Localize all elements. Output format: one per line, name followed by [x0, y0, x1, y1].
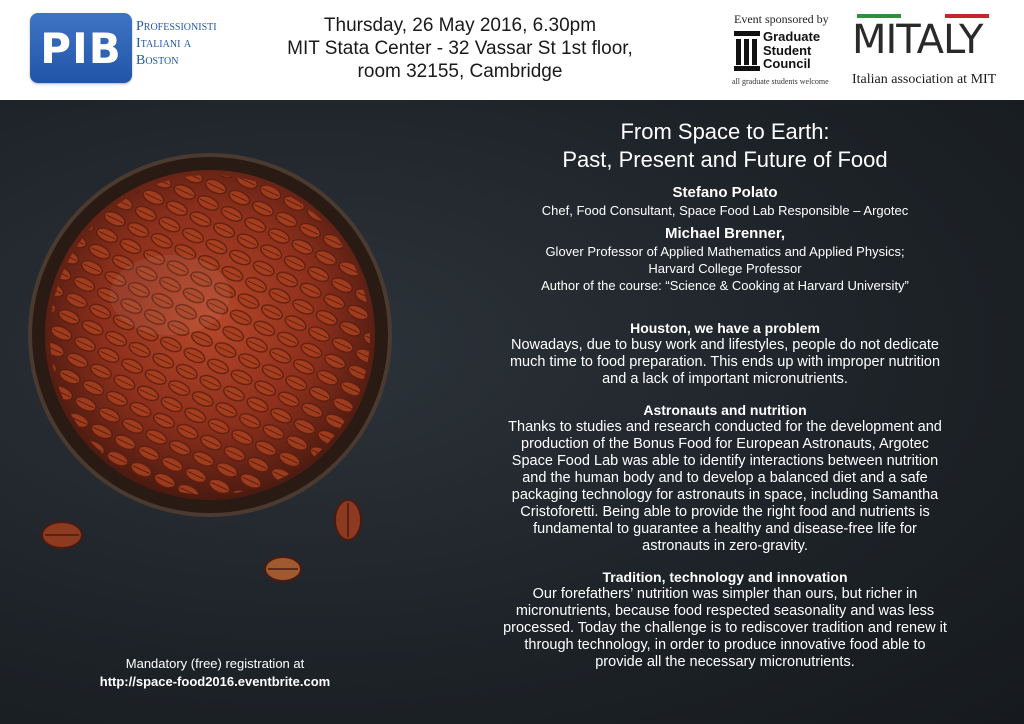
- loose-pecan: [265, 557, 301, 581]
- section-heading: Astronauts and nutrition: [643, 402, 807, 418]
- speaker-role: Chef, Food Consultant, Space Food Lab Responsible – Argotec: [541, 203, 909, 218]
- section-line: much time to food preparation. This ends up with improper nutrition: [509, 354, 941, 370]
- section-line: Thanks to studies and research conducted for the development and: [508, 419, 942, 435]
- pib-logo: PIB: [30, 13, 132, 83]
- organization-name-line: Professionisti: [136, 19, 217, 34]
- section-line: micronutrients, because food respected seasonality and was less: [515, 603, 935, 619]
- speaker-name: Michael Brenner,: [664, 225, 786, 242]
- speaker-role: Glover Professor of Applied Mathematics and Applied Physics;: [545, 244, 905, 259]
- speaker-name: Stefano Polato: [672, 184, 778, 201]
- section-line: packaging technology for astronauts in space, including Samantha: [511, 487, 939, 503]
- section-line: through technology, in order to produce innovative food able to: [524, 637, 926, 653]
- section-line: provide all the necessary micronutrients.: [595, 654, 855, 670]
- event-title: [440, 118, 1010, 174]
- section-line: and a lack of important micronutrients.: [602, 371, 848, 387]
- gsc-tagline: all graduate students welcome: [732, 77, 829, 86]
- gsc-logo-line: Council: [763, 56, 811, 71]
- organization-name: [136, 18, 217, 69]
- section-body: [440, 337, 1010, 388]
- sponsor-label: Event sponsored by: [734, 12, 829, 26]
- section-body: [440, 586, 1010, 671]
- speaker-role: Author of the course: “Science & Cooking at Harvard University”: [541, 278, 909, 293]
- speaker-role: Harvard College Professor: [648, 261, 802, 276]
- section-heading: Tradition, technology and innovation: [602, 569, 848, 585]
- section-line: Our forefathers’ nutrition was simpler than ours, but richer in: [532, 586, 918, 602]
- gsc-pillars-icon: [734, 31, 760, 71]
- section-body: [440, 419, 1010, 555]
- loose-pecan: [335, 500, 361, 540]
- gsc-logo-line: Graduate: [763, 29, 821, 44]
- registration-link[interactable]: http://space-food2016.eventbrite.com: [99, 674, 331, 689]
- section-line: processed. Today the challenge is to rediscover tradition and renew it: [503, 620, 947, 636]
- event-room: room 32155, Cambridge: [357, 61, 563, 82]
- event-date: Thursday, 26 May 2016, 6.30pm: [323, 15, 597, 36]
- section-line: fundamental to guarantee a healthy and disease-free life for: [533, 521, 917, 537]
- event-description: [440, 118, 1010, 671]
- event-title-line: Past, Present and Future of Food: [562, 147, 888, 172]
- pecan-bowl-image: [20, 145, 420, 605]
- organization-name-line: Boston: [136, 53, 179, 68]
- mitaly-logo: MITALY: [852, 17, 983, 63]
- section-line: Cristoforetti. Being able to provide the right food and nutrients is: [520, 504, 930, 520]
- section-line: and the human body and to develop a balanced diet and a safe: [522, 470, 928, 486]
- gsc-logo-line: Student: [763, 42, 812, 58]
- loose-pecan: [42, 522, 82, 548]
- gsc-logo-text: [763, 30, 820, 71]
- header-banner: [0, 0, 1024, 100]
- section-line: Nowadays, due to busy work and lifestyles, people do not dedicate: [510, 337, 939, 353]
- section-line: production of the Bonus Food for European Astronauts, Argotec: [521, 436, 929, 452]
- section-heading: Houston, we have a problem: [630, 320, 820, 336]
- organization-name-line: Italiani a: [136, 36, 192, 51]
- section-line: Space Food Lab was able to identify interactions between nutrition: [511, 453, 939, 469]
- event-location: MIT Stata Center - 32 Vassar St 1st floor,: [287, 38, 633, 59]
- registration-label: Mandatory (free) registration at: [125, 656, 305, 671]
- registration-info: [70, 655, 360, 691]
- event-title-line: From Space to Earth:: [620, 119, 830, 144]
- section-line: astronauts in zero-gravity.: [642, 538, 808, 554]
- event-details: [260, 14, 660, 83]
- mitaly-tagline: Italian association at MIT: [852, 72, 997, 87]
